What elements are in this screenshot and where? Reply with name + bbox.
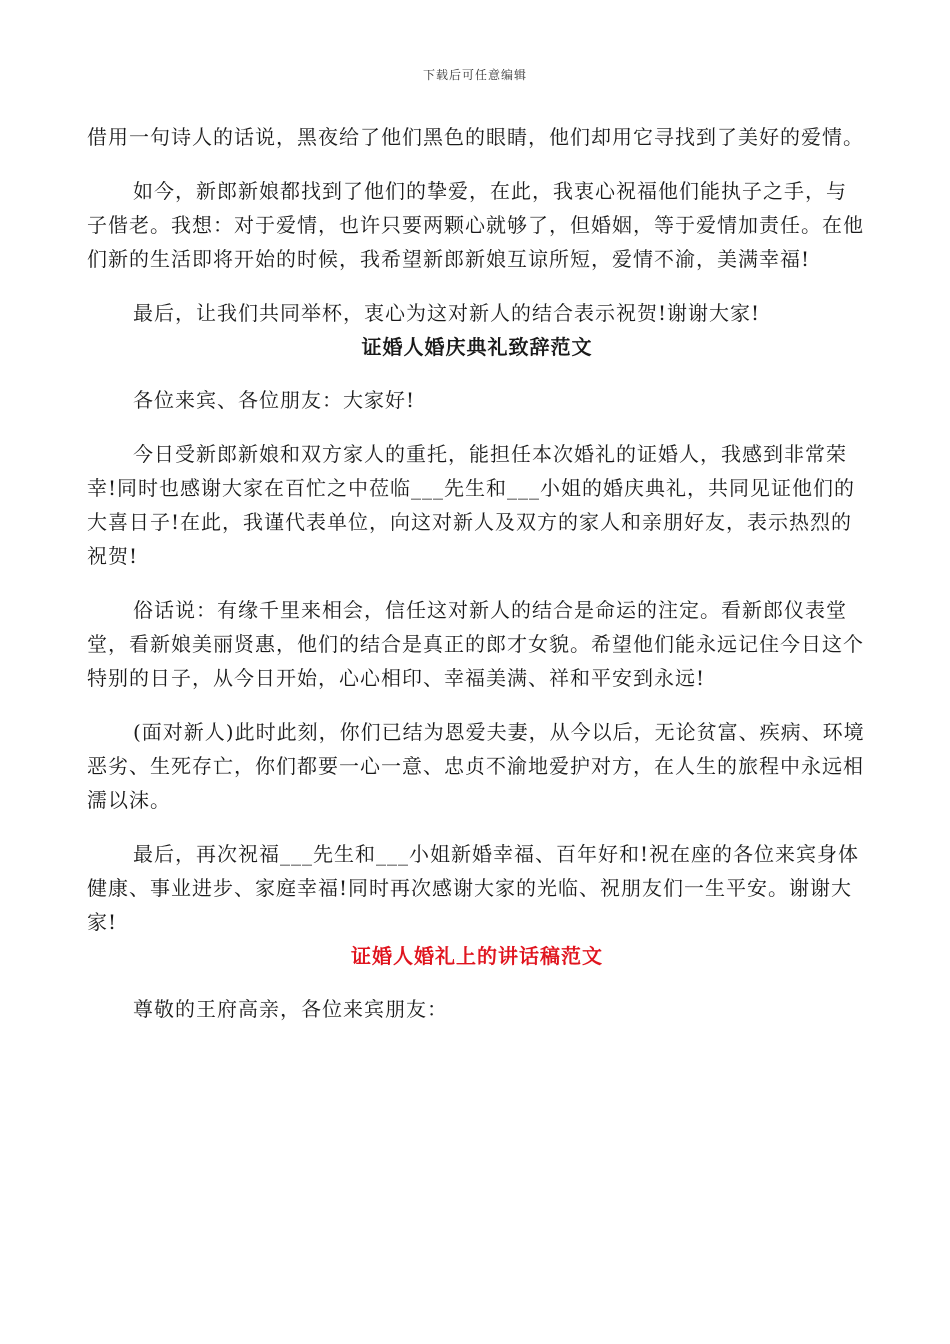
section-heading-wedding-speech: 证婚人婚礼上的讲话稿范文: [351, 944, 603, 968]
paragraph-salutation: 尊敬的王府高亲，各位来宾朋友：: [133, 997, 448, 1021]
section-heading-ceremony-speech: 证婚人婚庆典礼致辞范文: [361, 335, 593, 359]
paragraph-greeting: 各位来宾、各位朋友：大家好!: [133, 388, 416, 412]
paragraph-poet-quote: 借用一句诗人的话说，黑夜给了他们黑色的眼睛，他们却用它寻找到了美好的爱情。: [87, 125, 864, 149]
document-body: [87, 120, 867, 1026]
paragraph-fate: 俗话说：有缘千里来相会，信任这对新人的结合是命运的注定。看新郎仪表堂堂，看新娘美丽贤惠，他们的结合是真正的郎才女貌。希望他们能永远记住今日这个特别的日子，从今日开始，心心相印、幸福美满、祥和平安到永远!: [87, 598, 864, 690]
paragraph-to-couple: (面对新人)此时此刻，你们已结为恩爱夫妻，从今以后，无论贫富、疾病、环境恶劣、生死存亡，你们都要一心一意、忠贞不渝地爱护对方，在人生的旅程中永远相濡以沫。: [87, 720, 865, 812]
paragraph-blessing: 如今，新郎新娘都找到了他们的挚爱，在此，我衷心祝福他们能执子之手，与子偕老。我想：对于爱情，也许只要两颗心就够了，但婚姻，等于爱情加责任。在他们新的生活即将开始的时候，我希望新郎新娘互谅所短，爱情不渝，美满幸福!: [87, 179, 864, 271]
paragraph-honor: 今日受新郎新娘和双方家人的重托，能担任本次婚礼的证婚人，我感到非常荣幸!同时也感谢大家在百忙之中莅临___先生和___小姐的婚庆典礼，共同见证他们的大喜日子!在此，我谨代表单位，向这对新人及双方的家人和亲朋好友，表示热烈的祝贺!: [87, 442, 856, 568]
paragraph-closing: 最后，再次祝福___先生和___小姐新婚幸福、百年好和!祝在座的各位来宾身体健康、事业进步、家庭幸福!同时再次感谢大家的光临、祝朋友们一生平安。谢谢大家!: [87, 842, 860, 934]
page-header-note: 下载后可任意编辑: [422, 68, 527, 82]
paragraph-toast: 最后，让我们共同举杯，衷心为这对新人的结合表示祝贺!谢谢大家!: [133, 301, 761, 325]
